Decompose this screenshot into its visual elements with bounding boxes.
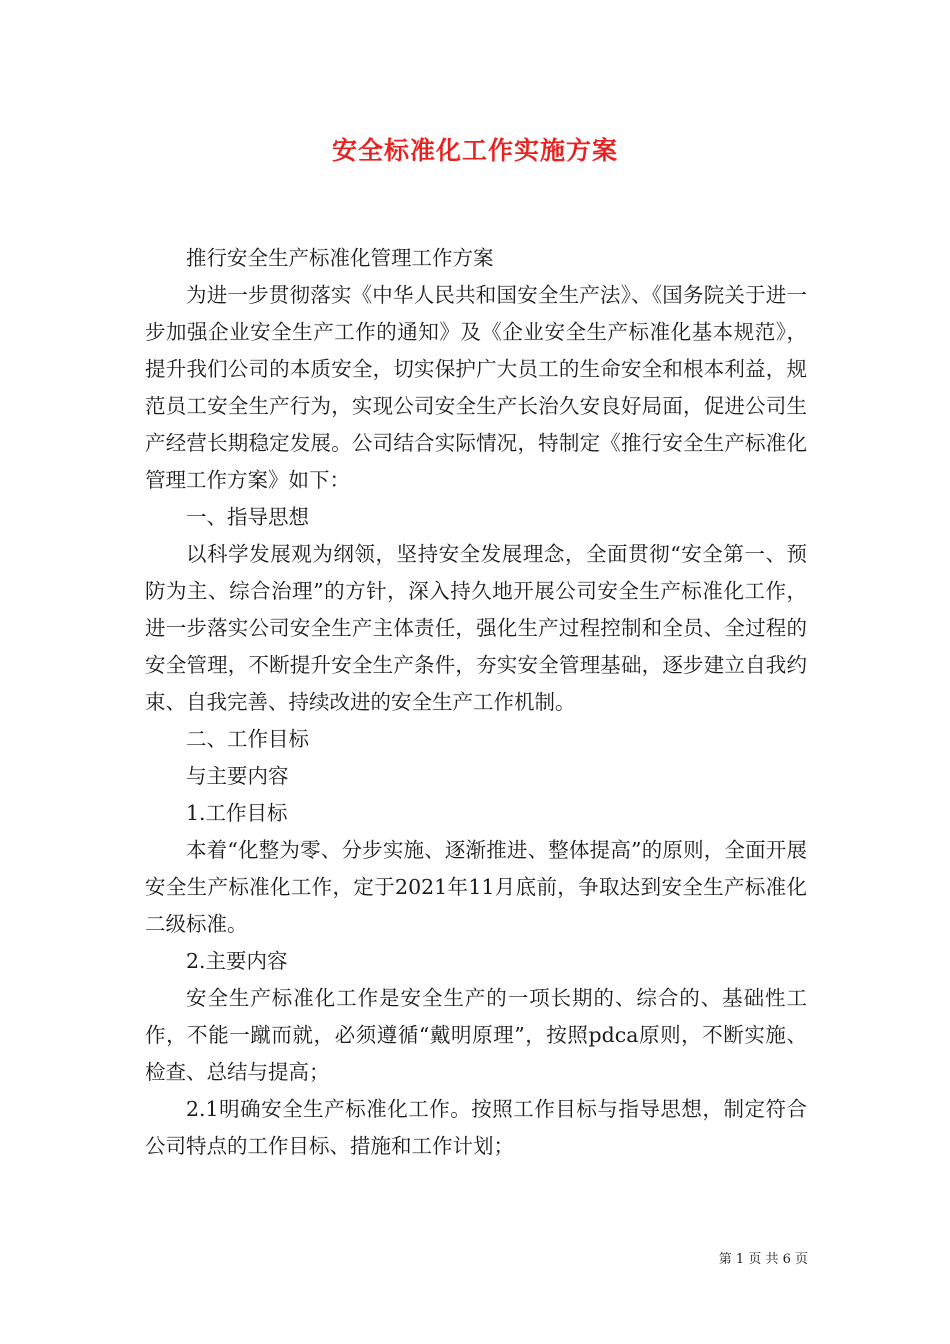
paragraph: 安全生产标准化工作是安全生产的一项长期的、综合的、基础性工作，不能一蹴而就，必须遵循“戴明原理”，按照pdca原则，不断实施、检查、总结与提高； <box>145 986 807 1084</box>
paragraph: 2.1明确安全生产标准化工作。按照工作目标与指导思想，制定符合公司特点的工作目标、措施和工作计划； <box>145 1097 807 1158</box>
subsection-heading: 1.工作目标 <box>186 801 288 825</box>
section-heading: 一、指导思想 <box>186 505 309 529</box>
section-heading: 二、工作目标 <box>186 727 309 751</box>
paragraph: 以科学发展观为纲领，坚持安全发展理念，全面贯彻“安全第一、预防为主、综合治理”的方针，深入持久地开展公司安全生产标准化工作，进一步落实公司安全生产主体责任，强化生产过程控制和全员、全过程的安全管理，不断提升安全生产条件，夯实安全管理基础，逐步建立自我约束、自我完善、持续改进的安全生产工作机制。 <box>145 542 807 714</box>
document-body <box>145 240 807 1165</box>
paragraph: 本着“化整为零、分步实施、逐渐推进、整体提高”的原则，全面开展安全生产标准化工作，定于2021年11月底前，争取达到安全生产标准化二级标准。 <box>145 838 807 936</box>
subsection-heading: 2.主要内容 <box>186 949 288 973</box>
page-number: 第 1 页 共 6 页 <box>718 1252 808 1267</box>
paragraph: 推行安全生产标准化管理工作方案 <box>186 246 494 270</box>
paragraph: 为进一步贯彻落实《中华人民共和国安全生产法》、《国务院关于进一步加强企业安全生产工作的通知》及《企业安全生产标准化基本规范》，提升我们公司的本质安全，切实保护广大员工的生命安全和根本利益，规范员工安全生产行为，实现公司安全生产长治久安良好局面，促进公司生产经营长期稳定发展。公司结合实际情况，特制定《推行安全生产标准化管理工作方案》如下： <box>145 283 807 492</box>
document-title: 安全标准化工作实施方案 <box>331 136 618 165</box>
section-heading: 与主要内容 <box>186 764 289 788</box>
